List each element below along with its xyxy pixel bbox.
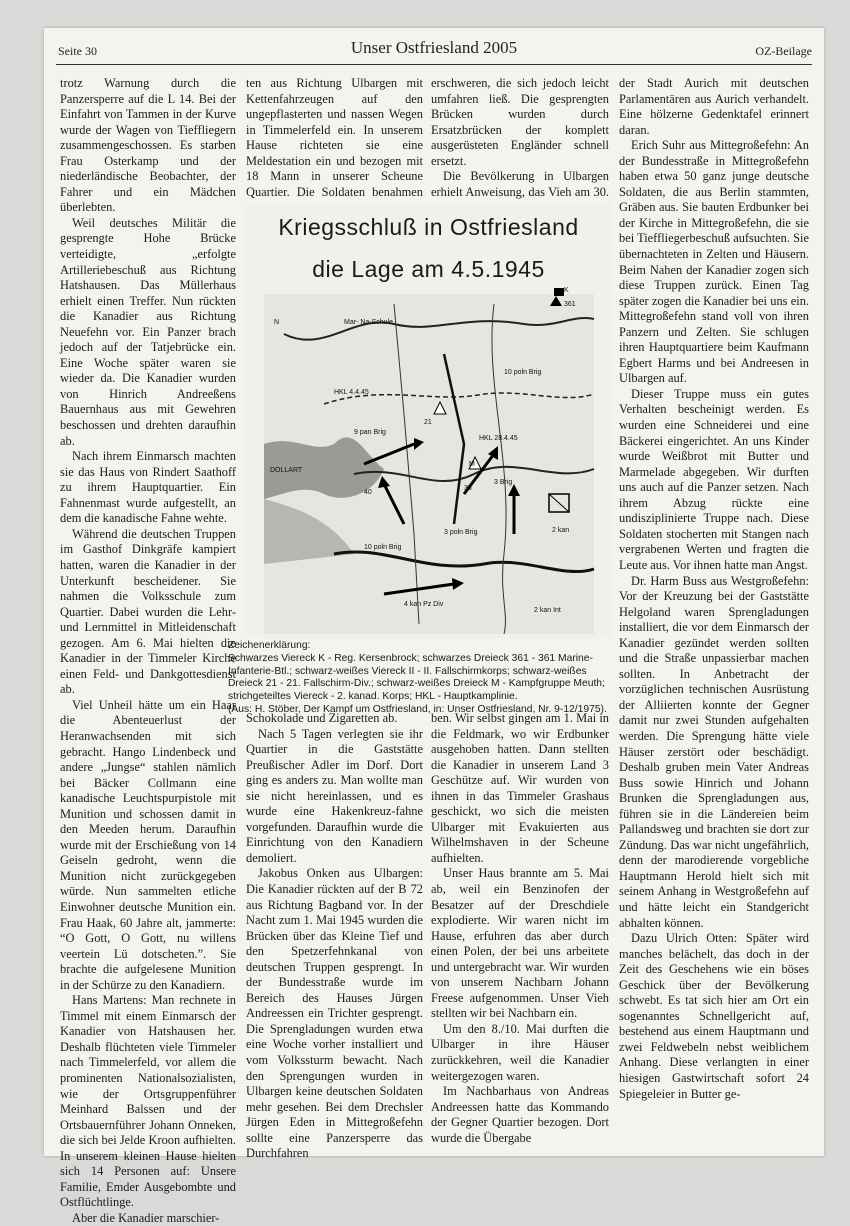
paragraph: der Stadt Aurich mit deutschen Parlamentären aus Aurich verhandelt. Eine hölzerne Gedenktafel erinnert daran. [619, 76, 809, 137]
map-label-10-brig: 10 poln Brig [504, 369, 542, 376]
map-label-40: 40 [364, 489, 372, 496]
map-label-k: K [564, 287, 569, 294]
map-label-dollart: DOLLART [270, 467, 303, 474]
paragraph: Schokolade und Zigaretten ab. [246, 711, 398, 725]
map-label-10-brig-b: 10 poln Brig [364, 544, 402, 551]
map-label-21: 21 [424, 419, 432, 426]
paragraph: Weil deutsches Militär die gesprengte Hohe Brücke verteidigte, „erfolgte Artilleriebeschuß aus Richtung Hatshausen. Das Müllerhaus erhielt einen Treffer. Nun rückten die Kanadier aus Richtung Neuefehn vor. Ein Panzer brach jedoch auf der Tatjebrücke ein. Eine Woche später waren sie wieder da. Die Kanadier wurden von Hinrich Andreeßens Bauernhaus aus mit Gewehren beschossen und drehten daraufhin ab. [60, 215, 236, 448]
map-figure [246, 202, 611, 638]
header-rule [56, 64, 812, 65]
paragraph: Nach ihrem Einmarsch machten sie das Haus von Rindert Saathoff zu ihrem Hauptquartier. Ein Fahnenmast wurde aufgestellt, an dem die kanadische Fahne wehte. [60, 449, 236, 526]
legend-text: Schwarzes Viereck K - Reg. Kersenbrock; schwarzes Dreieck 361 - 361 Marine-Infanterie-Btl.; schwarz-weißes Viereck II - II. Fallschirmkorps; schwarz-weißes Dreieck 21 - 21. Fallschirm-Div.; schwarz-weißes Dreieck M - Kampfgruppe Meuth; strichgeteiltes Viereck - 2. kanad. Korps; HKL - Hauptkamplinie. [228, 652, 605, 703]
paragraph: Nach 5 Tagen verlegten sie ihr Quartier in die Gaststätte Preußischer Adler im Dorf. Dort ging es anders zu. Man wollte man sie nicht hereinlassen, und es wurde eine Hakenkreuz-fahne vorgefunden. Daraufhin wurde die Einrichtung von den Kanadiern demoliert. [246, 726, 423, 865]
map-label-35: 35 [464, 485, 472, 492]
column-1 [60, 76, 236, 1225]
map-label-marine-schule: Mar- Na-Schule [344, 319, 394, 326]
paragraph: Hans Martens: Man rechnete in Timmel mit einem Einmarsch der Kanadier von Hatshausen her. Deshalb flüchteten viele Timmeler nach Timmelerfeld, vor allem die prominenten Nationalsozialisten, wie der Ortsgruppenführer Meinhard Balssen und der Ortsbauernführer Johann Onneken, die sich bei Jelde Kroon aufhielten. In unserem kleinen Hause hielten sich 14 Personen auf: Unsere Familie, Emder Ausgebombte und Ostflüchtlinge. [60, 993, 236, 1210]
map-label-3-brig: 3 poln Brig [444, 529, 478, 536]
page-number: Seite 30 [58, 44, 97, 58]
map-label-div: 4 kan Pz Div [404, 601, 444, 608]
paragraph: Dieser Truppe muss ein gutes Verhalten bescheinigt werden. Es wurden eine Schneiderei und eine Bäckerei eingerichtet. An uns Kinder wurde Weißbrot mit Butter und Marmelade abgegeben. Wir durften uns auch auf die Panzer setzen. Nach ihrem Abzug rückte eine undisziplinierte Truppe nach. Diese Soldaten stocherten mit Stangen nach vergrabenen Werten und fragten die Leute aus. Vor ihnen hatte man Angst. [619, 386, 809, 572]
map-label-361: 361 [564, 301, 576, 308]
map-source: (Aus: H. Stöber, Der Kampf um Ostfriesland, in: Unser Ostfriesland, Nr. 9-12/1975). [228, 703, 607, 715]
map-label-hkl: HKL 4.4.45 [334, 389, 369, 396]
publication-title: Unser Ostfriesland 2005 [350, 38, 518, 57]
column-2-bottom [246, 711, 423, 1161]
paragraph: ben. Wir selbst gingen am 1. Mai in die Feldmark, wo wir Erdbunker ausgehoben hatten. Dann stellten die Kanadier in unserem Land 3 Geschütze auf. Wir wurden von ihnen in das Timmeler Grashaus geschickt, wo sich die meisten Ulbarger mit Evakuierten aus Wilhelmshaven in der Scheune aufhielten. [431, 711, 609, 865]
map-label-2-kan: 2 kan [552, 527, 570, 534]
paragraph: Erich Suhr aus Mittegroßefehn: An der Bundesstraße in Mittegroßefehn haben etwa 50 ganz junge deutsche Soldaten, die aus Berlin stammten, Gräben aus. Sie bauten Erdbunker bei der Kirche in Mittegroßefehn, die sie bei Tieffliegerbeschuß aufsuchten. Sie übernachteten in Zelten und Häusern. Beim Nahen der Kanadier zogen sich diese Truppen zurück. Einen Tag später zogen die Kanadier bei uns ein. Mittegroßefehn stand voll von ihren Panzern und Zelten. Sie schlugen ihren Hauptquartiere beim Kaufmann Egbert Harms und bei Andreesen in Ulbargen auf. [619, 138, 809, 386]
paragraph: Die Bevölkerung in Ulbargen erhielt Anweisung, das Vieh am 30. [431, 169, 609, 199]
map-drawing [264, 287, 594, 634]
paragraph: Dazu Ulrich Otten: Später wird manches belächelt, das doch in der Zeit des Geschehens wie ein böses Geschick über der Bevölkerung schwebt. Es tat sich hier am Ort ein sogenanntes Schnellgericht auf, bestehend aus einem Hauptmann und zwei Feldwebeln nebst weiblichem Anhang. Diese verlangten in einer hiesigen Gastwirtschaft sofort 24 Spiegeleier in Butter ge- [619, 931, 809, 1101]
paragraph: Um den 8./10. Mai durften die Ulbarger in ihre Häuser zurückkehren, weil die Kanadier weitergezogen waren. [431, 1021, 609, 1083]
paragraph: ten aus Richtung Ulbargen mit Kettenfahrzeugen auf den ungepflasterten und nassen Wegen in Timmelerfeld ein. In unserem Hause richteten sie eine Meldestation ein und bezogen mit 18 Mann in unserer Scheune Quartier. Die Soldaten benahmen [246, 76, 423, 199]
paragraph: trotz Warnung durch die Panzersperre auf die L 14. Bei der Einfahrt von Tammen in der Kurve wurde der Wagen von Tieffliegern zusammengeschossen. Es starben Frau Osterkamp und der niederländische Beobachter, der Fahrer und ein Mädchen überlebten. [60, 76, 236, 215]
paragraph: Während die deutschen Truppen im Gasthof Dinkgräfe kampiert hatten, waren die Kanadier in der Unterkunft bescheidener. Sie nahmen die Volksschule zum Quartier. Dabei wurden die Lehr- und Lernmittel in Mitleidenschaft gezogen. Am 6. Mai hielten die Kanadier in der Timmeler Kirche einen Feld- und Dankgottesdienst ab. [60, 526, 236, 697]
map-title: Kriegsschluß in Ostfriesland [278, 214, 579, 240]
column-4 [619, 76, 809, 1148]
paragraph: Unser Haus brannte am 5. Mai ab, weil ein Benzinofen der Besatzer auf der Dreschdiele explodierte. Wir waren nicht im Hause, erfuhren das aber durch einen Polen, der bei uns arbeitete und untergebracht war. Wir wurden von unserem Nachbarn Johann Freese aufgenommen. Unser Vieh stellten wir bei Nachbarn ein. [431, 866, 609, 1021]
supplement-label: OZ-Beilage [755, 44, 812, 58]
legend-heading: Zeichenerklärung: [228, 640, 311, 651]
paragraph: Viel Unheil hätte um ein Haar die Abenteuerlust der Heranwachsenden mit sich gebracht. Hango Lindenbeck und andere „Jungse“ stahlen nämlich bei Bäcker Collmann eine kanadische Leuchtspurpistole mit Munition und schossen damit in den Meeden herum. Daraufhin wurde mit der Erschießung von 14 Geiseln gedroht, wenn die Munition nicht zurückgegeben würde. Nun sammelten etliche Einwohner deutsche Munition ein. Frau Haak, 60 Jahre alt, jammerte: “O Gott, O Gott, nu willens veertein Lü dotscheten.”. Sie brachte die aufgelesene Munition in der Schürze zu den Kanadiern. [60, 697, 236, 992]
map-label-north: N [274, 319, 280, 326]
map-label-hkl2: HKL 28.4.45 [479, 435, 518, 442]
column-3-bottom [431, 711, 609, 1148]
paragraph: Dr. Harm Buss aus Westgroßefehn: Vor der Kreuzung bei der Gaststätte Helgoland waren Sprengladungen installiert, die vor dem Einmarsch der Kanadier gezündet werden sollten und die Straße unpassierbar machen sollten. In Anbetracht der vorzüglichen technischen Ausrüstung der Alliierten konnte der Gegner damit nur zwei Stunden aufgehalten werden. Die Sprengung hätte viele Häuser zerstört oder beschädigt. Deshalb gruben mein Vater Andreas Buss sowie Hinrich und Johann Brunken die Sprengladungen aus, führen sie in die Ländereien beim Pallandsweg und brachten sie dort zur Zündung. Das war nicht ungefährlich, denn der marodierende vorgebliche Hauptmann Herold hielt sich mit seinem Anhang in Westgroßefehn auf und hätte leicht ein Standgericht abhalten können. [619, 573, 809, 930]
paragraph: Aber die Kanadier marschier- [72, 1210, 220, 1225]
map-label-9-brig: 9 pan Brig [354, 429, 386, 436]
paragraph: Im Nachbarhaus von Andreas Andreessen hatte das Kommando der Gegner Quartier bezogen. Dort wurde die Übergabe [431, 1084, 609, 1145]
map-label-2-kan-int: 2 kan Int [534, 607, 561, 614]
paragraph: erschweren, die sich jedoch leicht umfahren ließ. Die gesprengten Brücken wurden durch Ersatzbrücken der komplett ausgerüsteten Engländer schnell ersetzt. [431, 76, 609, 168]
paragraph: Jakobus Onken aus Ulbargen: Die Kanadier rückten auf der B 72 aus Richtung Bagband vor. In der Nacht zum 1. Mai 1945 wurden die Brücken über das Kleine Tief und den Spetzerfehnkanal von deutschen Truppen gesprengt. In der Bundesstraße wurde im Bereich des Hauses Jürgen Andreessen ein Trichter gesprengt. Die Sprengladungen wurden etwa eine Woche vorher installiert und vom Volkssturm bewacht. Nach den Sprengungen wurden in Ulbargen keine deutschen Soldaten mehr gesehen. Bei dem Drechsler Jürgen Eden in Mittegroßefehn sollte eine Panzersperre das Durchfahren [246, 866, 423, 1161]
map-caption [228, 640, 613, 717]
map-label-3-brig-b: 3 Brig [494, 479, 513, 486]
page-header [56, 38, 812, 64]
map-subtitle: die Lage am 4.5.1945 [312, 256, 545, 282]
map-label-m: M [469, 461, 475, 468]
